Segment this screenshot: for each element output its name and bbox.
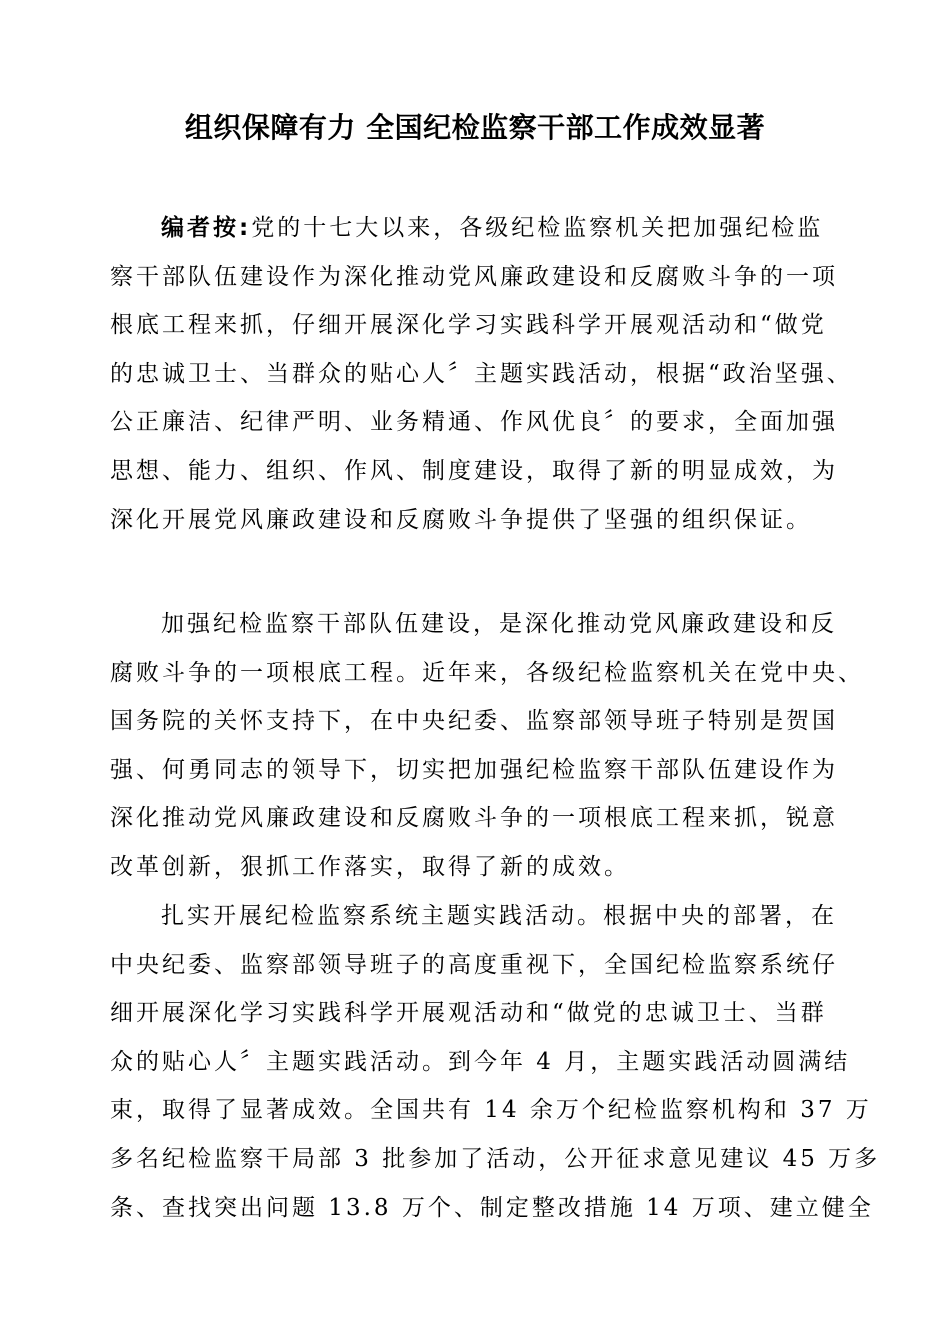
paragraph-line: 国务院的关怀支持下，在中央纪委、监察部领导班子特别是贺国 (110, 708, 838, 735)
paragraph-line: 改革创新，狠抓工作落实，取得了新的成效。 (110, 853, 630, 880)
document-title: 组织保障有力 全国纪检监察干部工作成效显著 (184, 111, 766, 144)
paragraph-line: 众的贴心人〞主题实践活动。到今年 4 月，主题实践活动圆满结 (110, 1048, 851, 1075)
paragraph-line: 扎实开展纪检监察系统主题实践活动。根据中央的部署，在 (161, 903, 837, 929)
editor-note-line: 察干部队伍建设作为深化推动党风廉政建设和反腐败斗争的一项 (110, 263, 838, 290)
editor-note-line: 思想、能力、组织、作风、制度建设，取得了新的明显成效，为 (110, 457, 838, 484)
paragraph-line: 多名纪检监察干局部 3 批参加了活动，公开征求意见建议 45 万多 (110, 1145, 881, 1172)
editor-note-label: 编者按: (161, 215, 252, 241)
paragraph-line: 条、查找突出问题 13.8 万个、制定整改措施 14 万项、建立健全 (110, 1194, 874, 1221)
body-paragraph (110, 600, 864, 892)
editor-note-line: 的忠诚卫士、当群众的贴心人〞主题实践活动，根据“政治坚强、 (110, 360, 853, 387)
body-paragraph (110, 892, 881, 1232)
paragraph-line: 腐败斗争的一项根底工程。近年来，各级纪检监察机关在党中央、 (110, 659, 864, 686)
editor-note-line: 公正廉洁、纪律严明、业务精通、作风优良〞的要求，全面加强 (110, 409, 838, 436)
editor-note-line (110, 204, 845, 253)
editor-note-line: 根底工程来抓，仔细开展深化学习实践科学开展观活动和“做党 (110, 312, 827, 339)
paragraph-line: 强、何勇同志的领导下，切实把加强纪检监察干部队伍建设作为 (110, 756, 838, 783)
paragraph-line: 加强纪检监察干部队伍建设，是深化推动党风廉政建设和反 (161, 611, 837, 637)
paragraph-line: 中央纪委、监察部领导班子的高度重视下，全国纪检监察系统仔 (110, 951, 838, 978)
editor-note-line: 深化开展党风廉政建设和反腐败斗争提供了坚强的组织保证。 (110, 506, 812, 533)
paragraph-line: 深化推动党风廉政建设和反腐败斗争的一项根底工程来抓，锐意 (110, 805, 838, 832)
paragraph-line: 细开展深化学习实践科学开展观活动和“做党的忠诚卫士、当群 (110, 1000, 827, 1027)
editor-note-text: 党的十七大以来，各级纪检监察机关把加强纪检监 (251, 215, 824, 241)
editor-note (110, 204, 853, 544)
paragraph-line: 束，取得了显著成效。全国共有 14 余万个纪检监察机构和 37 万 (110, 1097, 872, 1124)
